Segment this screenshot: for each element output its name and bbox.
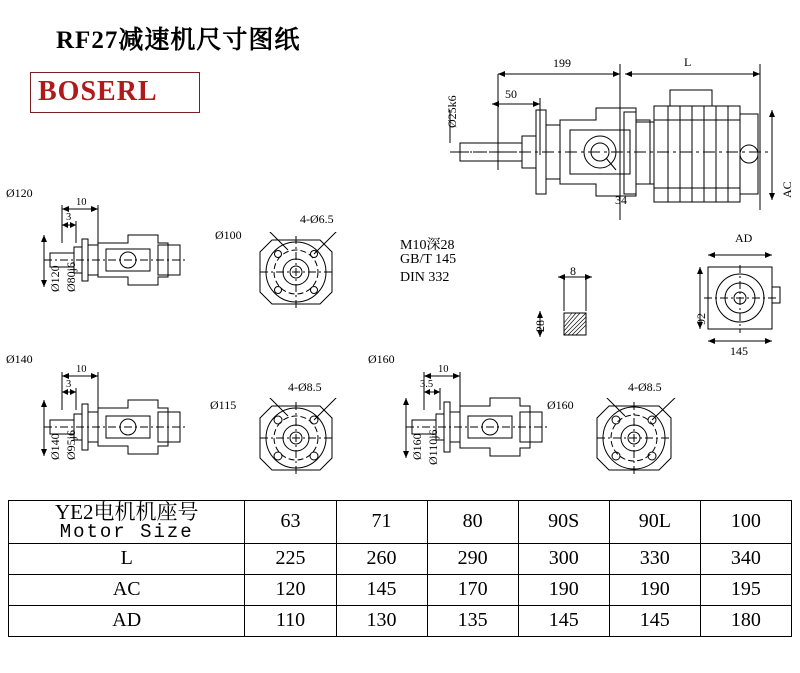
table-cell-AC-4: 190 bbox=[609, 574, 700, 605]
keyway-detail-view bbox=[530, 265, 640, 345]
page-title: RF27减速机尺寸图纸 bbox=[56, 27, 301, 54]
table-cell-AD-5: 180 bbox=[700, 605, 791, 636]
dim-199: 199 bbox=[553, 56, 571, 70]
table-cell-AC-5: 195 bbox=[700, 574, 791, 605]
table-header-cn: YE2电机机座号 bbox=[54, 500, 199, 524]
dim-L: L bbox=[684, 55, 692, 69]
table-cell-AD-4: 145 bbox=[609, 605, 700, 636]
dim-140-bolt-circle: Ø115 bbox=[210, 398, 237, 412]
dim-160-hub: Ø110j6 bbox=[426, 429, 440, 465]
dim-50: 50 bbox=[505, 87, 517, 101]
note-gbt145: GB/T 145 bbox=[400, 252, 457, 267]
flange-view-160-face bbox=[585, 398, 700, 483]
table-header-en: Motor Size bbox=[59, 521, 194, 544]
dim-140-outer: Ø140 bbox=[48, 433, 62, 460]
dim-92: 92 bbox=[694, 313, 708, 325]
table-cell-AC-2: 170 bbox=[427, 574, 518, 605]
dim-140-holes: 4-Ø8.5 bbox=[288, 380, 322, 394]
dim-140-hub: Ø95j6 bbox=[64, 430, 78, 460]
table-row bbox=[9, 605, 792, 636]
note-m10: M10深28 bbox=[400, 238, 455, 253]
dim-120-10: 10 bbox=[76, 197, 87, 208]
table-row bbox=[9, 574, 792, 605]
dim-120-bolt-circle: Ø100 bbox=[215, 228, 242, 242]
dim-140-3: 3 bbox=[66, 379, 72, 390]
dim-160-outer: Ø160 bbox=[410, 433, 424, 460]
table-cell-L-3: 300 bbox=[518, 543, 609, 574]
motor-end-view bbox=[690, 245, 800, 355]
main-assembly-view bbox=[420, 50, 800, 245]
label-d120: Ø120 bbox=[6, 186, 33, 200]
dim-160-bolt-circle: Ø160 bbox=[547, 398, 574, 412]
table-size-5: 100 bbox=[700, 501, 791, 544]
table-cell-L-2: 290 bbox=[427, 543, 518, 574]
table-size-2: 80 bbox=[427, 501, 518, 544]
dim-key-28: 28 bbox=[533, 320, 547, 332]
label-d160: Ø160 bbox=[368, 352, 395, 366]
table-cell-AD-0: 110 bbox=[245, 605, 336, 636]
dim-145: 145 bbox=[730, 344, 748, 358]
dim-160-10: 10 bbox=[438, 364, 449, 375]
dim-34: 34 bbox=[615, 193, 627, 207]
spec-table bbox=[8, 500, 792, 637]
dim-key-8: 8 bbox=[570, 264, 576, 278]
table-size-0: 63 bbox=[245, 501, 336, 544]
dim-120-outer: Ø120 bbox=[48, 265, 62, 292]
dim-120-3: 3 bbox=[66, 212, 72, 223]
table-cell-L-4: 330 bbox=[609, 543, 700, 574]
table-cell-AC-0: 120 bbox=[245, 574, 336, 605]
table-cell-L-1: 260 bbox=[336, 543, 427, 574]
table-cell-AD-1: 130 bbox=[336, 605, 427, 636]
table-row-label-AD: AD bbox=[9, 605, 245, 636]
table-cell-L-0: 225 bbox=[245, 543, 336, 574]
dim-shaft-diameter: Ø25k6 bbox=[445, 95, 459, 128]
table-row bbox=[9, 543, 792, 574]
dim-AC: AC bbox=[780, 181, 794, 198]
table-cell-AD-3: 145 bbox=[518, 605, 609, 636]
table-size-1: 71 bbox=[336, 501, 427, 544]
table-cell-AD-2: 135 bbox=[427, 605, 518, 636]
dim-120-holes: 4-Ø6.5 bbox=[300, 212, 334, 226]
table-cell-L-5: 340 bbox=[700, 543, 791, 574]
dim-160-holes: 4-Ø8.5 bbox=[628, 380, 662, 394]
dim-AD: AD bbox=[735, 231, 753, 245]
flange-view-120-face bbox=[248, 232, 358, 317]
table-cell-AC-1: 145 bbox=[336, 574, 427, 605]
table-row-label-AC: AC bbox=[9, 574, 245, 605]
table-size-3: 90S bbox=[518, 501, 609, 544]
table-size-4: 90L bbox=[609, 501, 700, 544]
label-d140: Ø140 bbox=[6, 352, 33, 366]
dim-140-10: 10 bbox=[76, 364, 87, 375]
logo-text: BOSERL bbox=[38, 76, 158, 107]
table-row-label-L: L bbox=[9, 543, 245, 574]
dim-160-3p5: 3.5 bbox=[420, 379, 434, 390]
note-din332: DIN 332 bbox=[400, 270, 450, 285]
dim-120-hub: Ø80j6 bbox=[64, 262, 78, 292]
table-row-header bbox=[9, 501, 792, 544]
table-header-label bbox=[9, 501, 245, 544]
table-cell-AC-3: 190 bbox=[518, 574, 609, 605]
flange-view-140-face bbox=[248, 398, 358, 483]
